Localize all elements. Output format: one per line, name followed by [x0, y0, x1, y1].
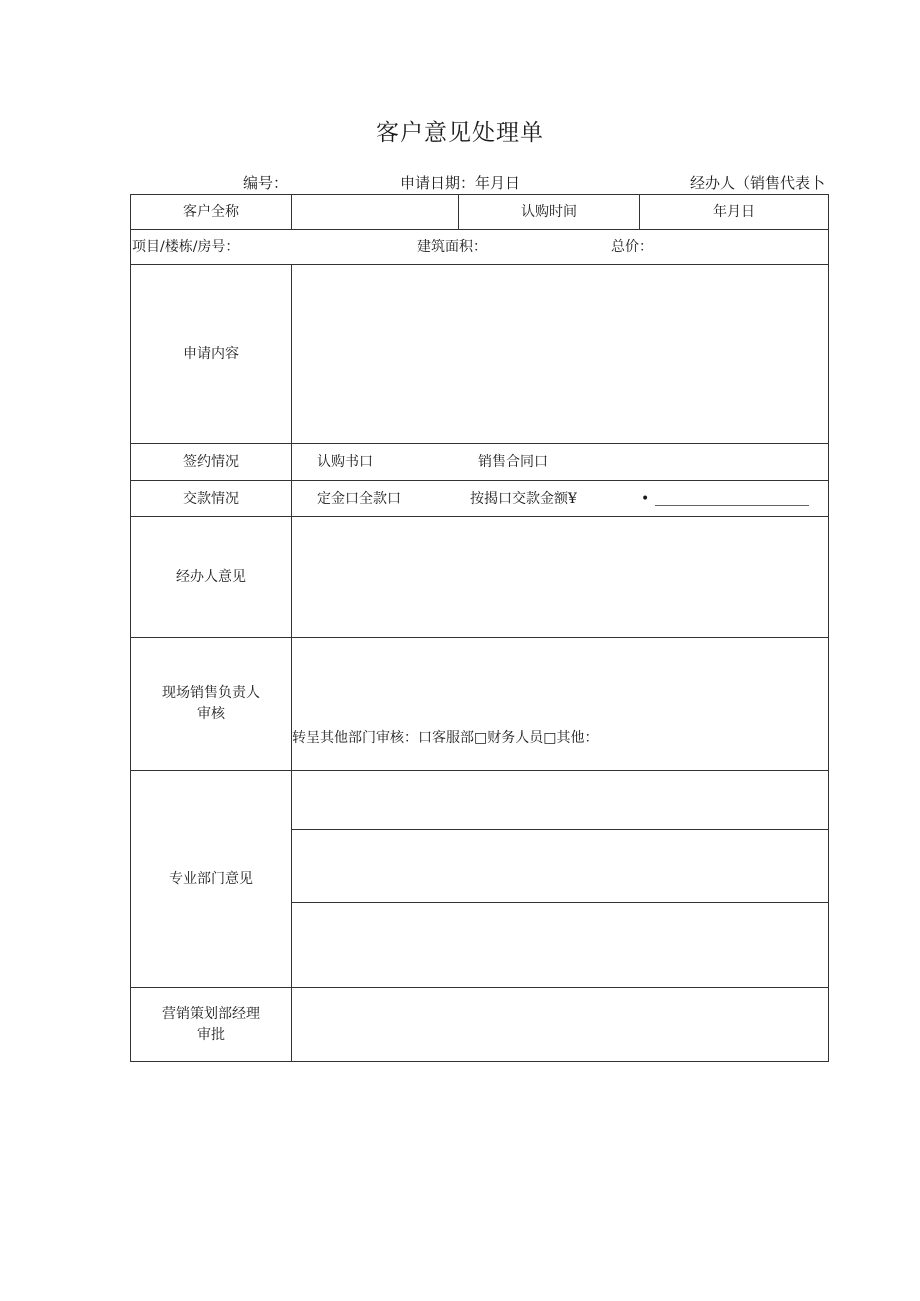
- marketing-label-line1: 营销策划部经理: [162, 1005, 260, 1022]
- dept-opinion-label: 专业部门意见: [169, 871, 253, 887]
- subscription-checkbox[interactable]: 认购书口: [317, 454, 373, 470]
- bullet-icon: •: [641, 490, 650, 507]
- handler-opinion-label: 经办人意见: [176, 569, 246, 585]
- number-label: 编号：: [243, 174, 289, 192]
- customer-name-label: 客户全称: [183, 204, 239, 220]
- marketing-approval-field[interactable]: [292, 988, 828, 1061]
- purchase-time-label: 认购时间: [521, 204, 577, 220]
- marketing-label-line2: 审批: [197, 1026, 225, 1043]
- project-label: 项目/楼栋/房号：: [132, 239, 240, 255]
- payment-amount-field[interactable]: [655, 505, 809, 506]
- sales-contract-checkbox[interactable]: 销售合同口: [478, 454, 548, 470]
- site-manager-label-line2: 审核: [197, 706, 225, 722]
- area-label: 建筑面积：: [417, 239, 487, 255]
- site-manager-review-label: [131, 638, 291, 770]
- dept-opinion-field-3[interactable]: [292, 903, 828, 987]
- handler-label: 经办人（销售代表卜: [690, 174, 826, 192]
- handler-opinion-field[interactable]: [292, 517, 828, 637]
- apply-date-label: 申请日期：年月日: [400, 174, 521, 192]
- form-title: 客户意见处理单: [376, 120, 544, 146]
- total-price-label: 总价：: [611, 239, 653, 255]
- forward-departments-options[interactable]: 转呈其他部门审核：口客服部□财务人员□其他：: [292, 730, 599, 746]
- site-manager-label-line1: 现场销售负责人: [162, 685, 260, 701]
- deposit-full-checkbox[interactable]: 定金口全款口: [317, 490, 401, 507]
- table-border-right: [828, 194, 829, 1062]
- payment-status-label: 交款情况: [183, 490, 239, 507]
- request-content-field[interactable]: [292, 265, 828, 443]
- contract-status-label: 签约情况: [183, 454, 239, 470]
- request-content-label: 申请内容: [183, 346, 239, 362]
- customer-name-field[interactable]: [292, 195, 458, 229]
- purchase-time-field[interactable]: 年月日: [713, 204, 755, 220]
- marketing-approval-label: [131, 988, 291, 1061]
- site-manager-review-field[interactable]: [292, 638, 828, 726]
- mortgage-checkbox[interactable]: 按揭口交款金额¥: [470, 490, 577, 507]
- table-border-bottom: [130, 1061, 829, 1062]
- dept-opinion-field-1[interactable]: [292, 771, 828, 829]
- dept-opinion-field-2[interactable]: [292, 830, 828, 902]
